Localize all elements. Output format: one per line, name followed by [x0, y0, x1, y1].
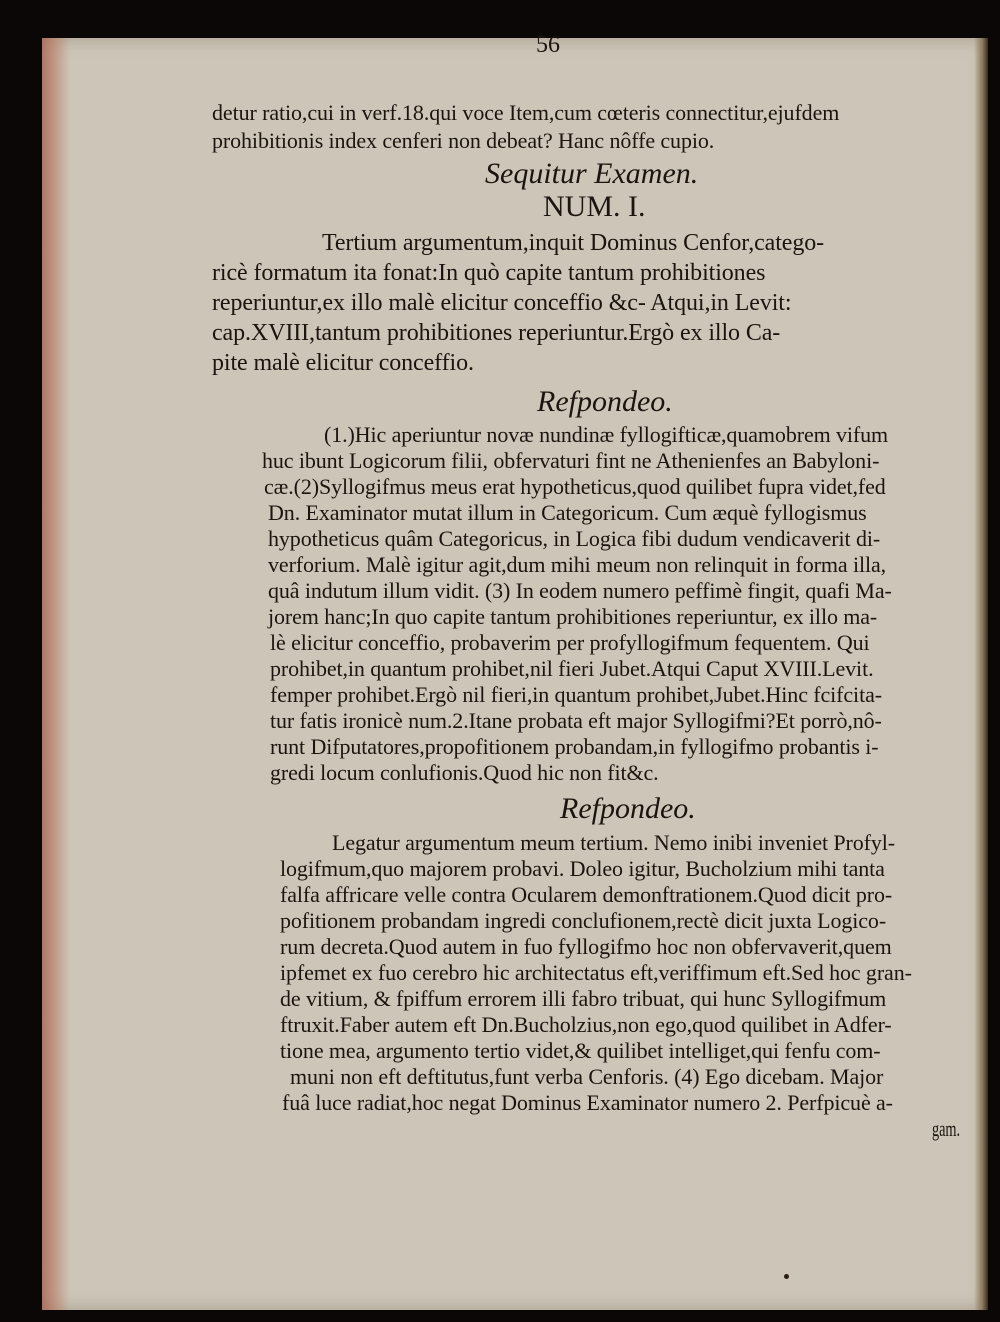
- paragraph-line: ricè formatum ita fonat:In quò capite tantum prohibitiones: [212, 260, 766, 286]
- paragraph-line: ftruxit.Faber autem eft Dn.Bucholzius,non ego,quod quilibet in Adfer-: [280, 1012, 892, 1037]
- paragraph-line: de vitium, & fpiffum errorem illi fabro tribuat, qui hunc Syllogifmum: [280, 986, 887, 1011]
- paragraph-line: prohibet,in quantum prohibet,nil fieri Jubet.Atqui Caput XVIII.Levit.: [270, 656, 874, 681]
- paragraph-line: rum decreta.Quod autem in fuo fyllogifmo hoc non obfervaverit,quem: [280, 934, 892, 959]
- heading-respondeo-2: Refpondeo.: [560, 792, 696, 825]
- paragraph-line: (1.)Hic aperiuntur novæ nundinæ fyllogifticæ,quamobrem vifum: [324, 422, 889, 447]
- intro-line: detur ratio,cui in verf.18.qui voce Item,cum cœteris connectitur,ejufdem: [212, 100, 840, 125]
- paragraph-line: reperiuntur,ex illo malè elicitur conceffio &c- Atqui,in Levit:: [212, 290, 792, 316]
- paragraph-line: hypotheticus quâm Categoricus, in Logica fibi dudum vendicaverit di-: [268, 526, 881, 551]
- paragraph-line: tione mea, argumento tertio videt,& quilibet intelliget,qui fenfu com-: [280, 1038, 881, 1063]
- paragraph-line: verforium. Malè igitur agit,dum mihi meum non relinquit in forma illa,: [268, 552, 887, 577]
- paragraph-line: fuâ luce radiat,hoc negat Dominus Examinator numero 2. Perfpicuè a-: [282, 1090, 893, 1115]
- paragraph-line: quâ indutum illum vidit. (3) In eodem numero peffimè fingit, quafi Ma-: [268, 578, 892, 603]
- intro-line: prohibitionis index cenferi non debeat? Hanc nôffe cupio.: [212, 128, 715, 153]
- paragraph-line: pite malè elicitur conceffio.: [212, 350, 474, 376]
- paragraph-line: muni non eft deftitutus,funt verba Cenforis. (4) Ego dicebam. Major: [290, 1064, 884, 1089]
- catchword: gam.: [932, 1116, 960, 1141]
- paragraph-line: Legatur argumentum meum tertium. Nemo inibi inveniet Profyl-: [332, 830, 896, 855]
- paragraph-line: femper prohibet.Ergò nil fieri,in quantum prohibet,Jubet.Hinc fcifcita-: [270, 682, 882, 707]
- page-spine-shadow: [42, 38, 70, 1310]
- paragraph-line: cæ.(2)Syllogifmus meus erat hypotheticus,quod quilibet fupra videt,fed: [264, 474, 886, 499]
- paragraph-line: lè elicitur conceffio, probaverim per profyllogifmum fequentem. Qui: [270, 630, 870, 655]
- paragraph-line: Dn. Examinator mutat illum in Categoricum. Cum æquè fyllogismus: [268, 500, 867, 525]
- paragraph-line: runt Difputatores,propofitionem probandam,in fyllogifmo probantis i-: [270, 734, 879, 759]
- paragraph-line: ipfemet ex fuo cerebro hic architectatus eft,veriffimum eft.Sed hoc gran-: [280, 960, 912, 985]
- page-number: 56: [536, 32, 560, 58]
- paragraph-line: falfa affricare velle contra Ocularem demonftrationem.Quod dicit pro-: [280, 882, 893, 907]
- paragraph-line: gredi locum conlufionis.Quod hic non fit&c.: [270, 760, 659, 785]
- heading-sequitur-examen: Sequitur Examen.: [485, 157, 699, 190]
- paragraph-line: logifmum,quo majorem probavi. Doleo igitur, Bucholzium mihi tanta: [280, 856, 885, 881]
- ink-speck: [784, 1274, 789, 1279]
- paragraph-line: huc ibunt Logicorum filii, obfervaturi fint ne Athenienfes an Babyloni-: [262, 448, 880, 473]
- page-edge: [974, 38, 988, 1310]
- num-label: NUM. I.: [543, 190, 646, 223]
- paragraph-line: jorem hanc;In quo capite tantum prohibitiones reperiuntur, ex illo ma-: [268, 604, 878, 629]
- paragraph-line: cap.XVIII,tantum prohibitiones reperiuntur.Ergò ex illo Ca-: [212, 320, 781, 346]
- paragraph-line: pofitionem probandam ingredi conclufionem,rectè dicit juxta Logico-: [280, 908, 887, 933]
- paragraph-line: Tertium argumentum,inquit Dominus Cenfor,catego-: [322, 230, 825, 256]
- paragraph-line: tur fatis ironicè num.2.Itane probata eft major Syllogifmi?Et porrò,nô-: [270, 708, 882, 733]
- heading-respondeo: Refpondeo.: [537, 385, 673, 418]
